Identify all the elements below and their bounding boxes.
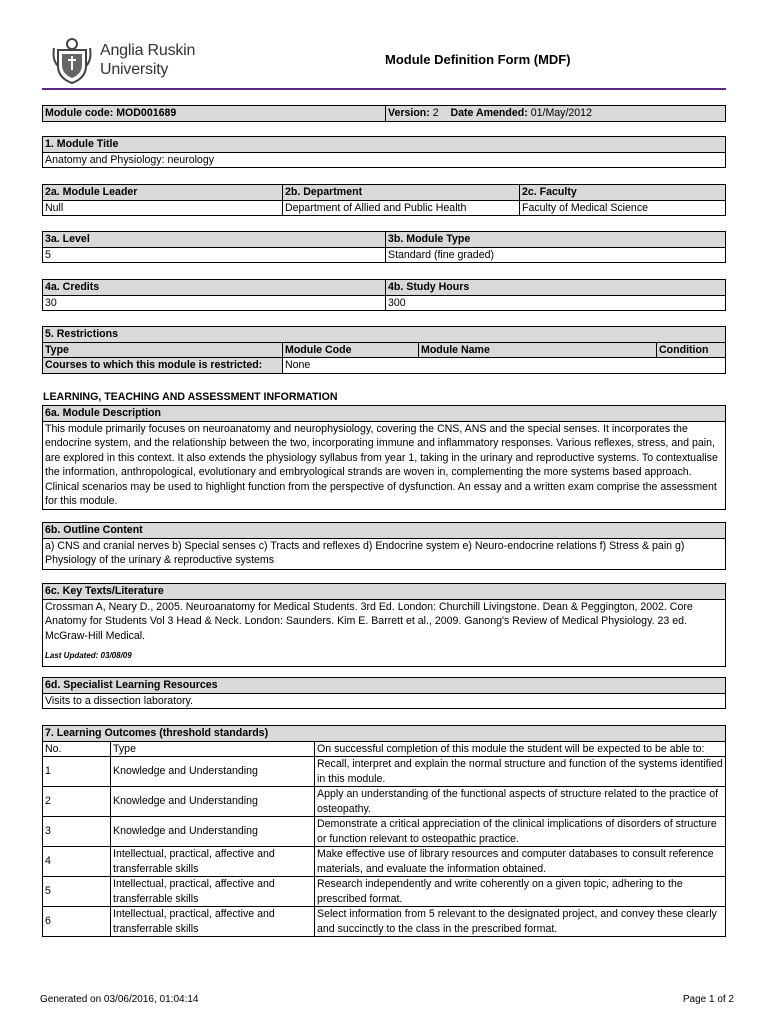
outcomes-col-no: No. [43, 741, 111, 757]
outcome-desc: Research independently and write coherently on a given topic, adhering to the prescribed format. [315, 877, 726, 907]
department-label: 2b. Department [283, 185, 520, 201]
module-code: Module code: MOD001689 [43, 106, 386, 122]
outcomes-col-type: Type [111, 741, 315, 757]
outline-content-table [42, 522, 726, 570]
university-logo [50, 36, 210, 84]
logo-text-line2: University [100, 61, 169, 78]
date-amended-value: 01/May/2012 [530, 107, 592, 119]
learning-resources-value: Visits to a dissection laboratory. [43, 693, 726, 709]
outcome-desc: Apply an understanding of the functional aspects of structure related to the practice of osteopathy. [315, 787, 726, 817]
learning-resources-label: 6d. Specialist Learning Resources [43, 678, 726, 694]
outcome-type: Knowledge and Understanding [111, 787, 315, 817]
outcome-desc: Select information from 5 relevant to the designated project, and convey these clearly and succinctly to the class in the prescribed format. [315, 907, 726, 937]
header-rule [42, 88, 726, 90]
outcome-type: Intellectual, practical, affective and transferrable skills [111, 907, 315, 937]
outcome-desc: Make effective use of library resources and computer databases to consult reference materials, and evaluate the information obtained. [315, 847, 726, 877]
outcomes-col-desc: On successful completion of this module the student will be expected to be able to: [315, 741, 726, 757]
outcome-desc: Demonstrate a critical appreciation of the clinical implications of disorders of structure or function relevant to osteopathic practice. [315, 817, 726, 847]
page-number: Page 1 of 2 [682, 994, 734, 1005]
form-title: Module Definition Form (MDF) [385, 52, 571, 67]
credits-table [42, 279, 726, 311]
module-title-value: Anatomy and Physiology: neurology [43, 152, 726, 168]
restrictions-col-type: Type [43, 342, 283, 358]
module-code-table [42, 105, 726, 122]
level-value: 5 [43, 247, 386, 263]
outcome-no: 4 [43, 847, 111, 877]
module-title-label: 1. Module Title [43, 137, 726, 153]
key-texts-value: Crossman A, Neary D., 2005. Neuroanatomy for Medical Students. 3rd Ed. London: Churchill Livingstone. Dean & Peggington, 2002. Core Anatomy for Students Vol 3 Head & Neck. London: Saunders. Kim E. Barrett et al., 2009. Ganong's Review of Medical Physiology. 23 ed. McGraw-Hill Medical. [45, 600, 693, 642]
outcome-type: Intellectual, practical, affective and transferrable skills [111, 877, 315, 907]
table-row [43, 757, 726, 787]
table-row [43, 847, 726, 877]
leader-table [42, 184, 726, 216]
outcome-type: Intellectual, practical, affective and transferrable skills [111, 847, 315, 877]
module-description-table [42, 405, 726, 510]
module-description-label: 6a. Module Description [43, 406, 726, 422]
table-row [43, 817, 726, 847]
study-hours-label: 4b. Study Hours [386, 280, 726, 296]
version-cell [386, 106, 726, 122]
restrictions-col-name: Module Name [419, 342, 657, 358]
level-label: 3a. Level [43, 232, 386, 248]
learning-outcomes-table [42, 725, 726, 937]
restrictions-row-label: Courses to which this module is restricted: [43, 358, 283, 374]
faculty-value: Faculty of Medical Science [520, 200, 726, 216]
outcome-no: 2 [43, 787, 111, 817]
learning-resources-table [42, 677, 726, 709]
logo-text-line1: Anglia Ruskin [100, 42, 196, 59]
last-updated: Last Updated: 03/08/09 [45, 651, 132, 660]
module-description-value: This module primarily focuses on neuroanatomy and neurophysiology, covering the CNS, ANS and the special senses. It incorporates the endocrine system, and the relationship between the two, incorporating immune and inflammatory responses. Various reflexes, stress, and pain, are explored in this context. It also extends the physiology syllabus from year 1, taking in the urinary and reproductive systems. To contextualise the information, anthropological, evolutionary and embryological strands are woven in, complementing the more systems based approach. Clinical scenarios may be used to highlight function from the perspective of dysfunction. An essay and a written exam comprise the assessment for this module. [43, 421, 726, 509]
restrictions-label: 5. Restrictions [43, 327, 726, 343]
table-row [43, 877, 726, 907]
restrictions-col-code: Module Code [283, 342, 419, 358]
key-texts-label: 6c. Key Texts/Literature [43, 584, 726, 600]
outcome-type: Knowledge and Understanding [111, 757, 315, 787]
outcome-type: Knowledge and Understanding [111, 817, 315, 847]
credits-label: 4a. Credits [43, 280, 386, 296]
restrictions-table [42, 326, 726, 374]
key-texts-cell [43, 599, 726, 666]
restrictions-row-value: None [283, 358, 726, 374]
table-row [43, 907, 726, 937]
outcome-no: 3 [43, 817, 111, 847]
level-table [42, 231, 726, 263]
faculty-label: 2c. Faculty [520, 185, 726, 201]
study-hours-value: 300 [386, 295, 726, 311]
department-value: Department of Allied and Public Health [283, 200, 520, 216]
restrictions-col-condition: Condition [657, 342, 726, 358]
module-type-value: Standard (fine graded) [386, 247, 726, 263]
module-title-table [42, 136, 726, 168]
version-value: 2 [432, 107, 439, 119]
crest-icon [50, 36, 94, 84]
module-leader-value: Null [43, 200, 283, 216]
date-amended-label: Date Amended: [450, 107, 528, 119]
module-type-label: 3b. Module Type [386, 232, 726, 248]
outline-content-label: 6b. Outline Content [43, 523, 726, 539]
outcome-no: 6 [43, 907, 111, 937]
outcome-no: 5 [43, 877, 111, 907]
learning-outcomes-label: 7. Learning Outcomes (threshold standards) [43, 726, 726, 742]
module-leader-label: 2a. Module Leader [43, 185, 283, 201]
generated-timestamp: Generated on 03/06/2016, 01:04:14 [40, 994, 199, 1005]
key-texts-table [42, 583, 726, 667]
outcome-desc: Recall, interpret and explain the normal structure and function of the systems identified in this module. [315, 757, 726, 787]
outcome-no: 1 [43, 757, 111, 787]
table-row [43, 787, 726, 817]
credits-value: 30 [43, 295, 386, 311]
outline-content-value: a) CNS and cranial nerves b) Special senses c) Tracts and reflexes d) Endocrine system e) Neuro-endocrine relations f) Stress & pain g) Physiology of the urinary & reproductive systems [43, 538, 726, 569]
lta-section-title: LEARNING, TEACHING AND ASSESSMENT INFORMATION [43, 391, 338, 403]
version-label: Version: [388, 107, 430, 119]
